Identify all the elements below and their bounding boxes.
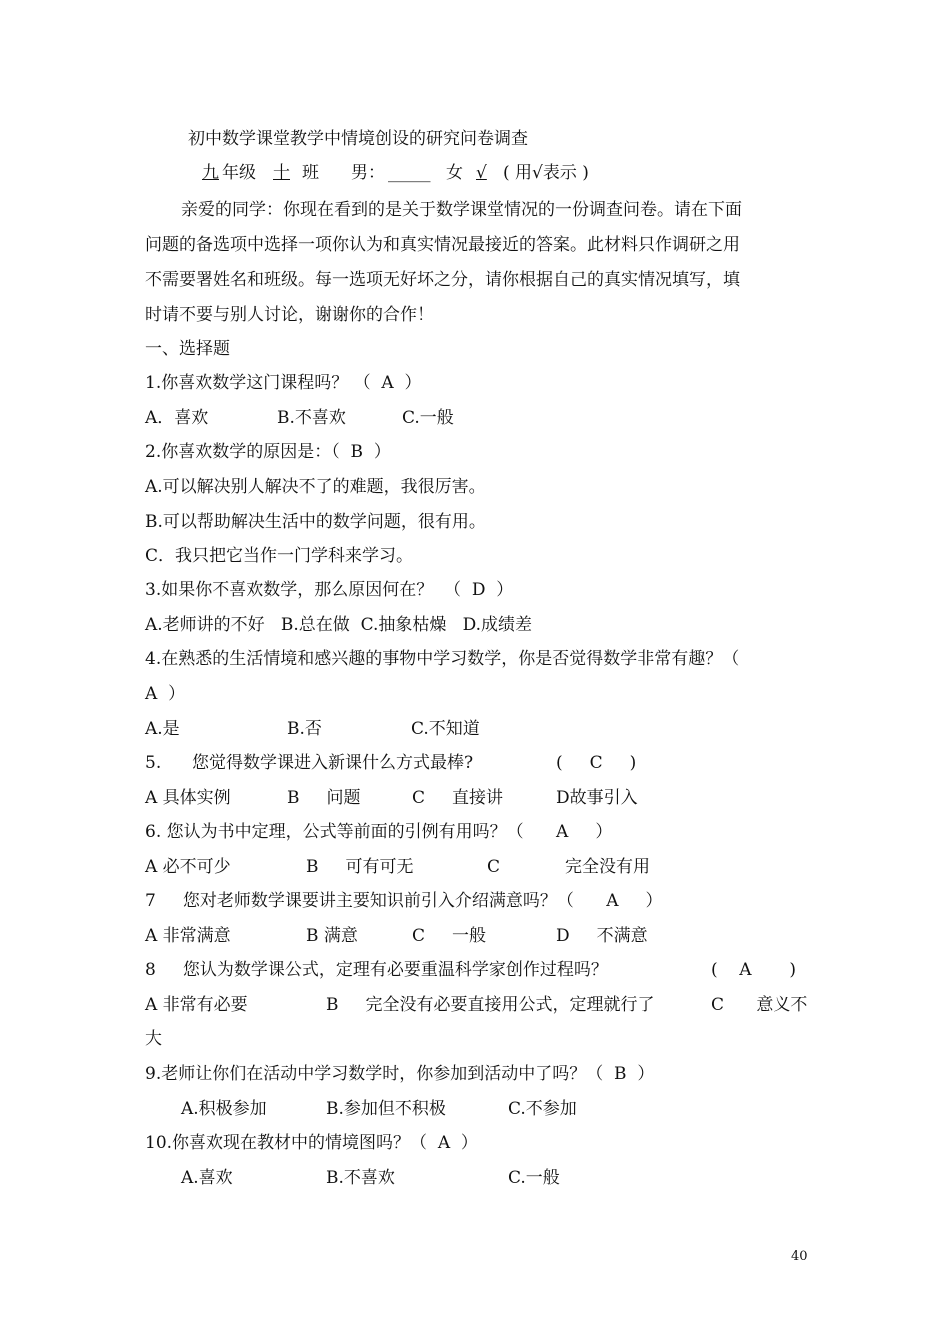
page-number: 40 xyxy=(791,1249,808,1264)
q6-option-c: 完全没有用 xyxy=(565,857,650,877)
q8-option-c: C 意义不 xyxy=(711,995,808,1015)
q5-option-b: B 问题 xyxy=(287,788,361,808)
q5-option-a: A 具体实例 xyxy=(145,788,231,808)
female-label: 女 xyxy=(446,163,463,183)
q8-option-a: A 非常有必要 xyxy=(145,995,248,1015)
question-5-answer: ( C ) xyxy=(556,753,637,773)
intro-line-4: 时请不要与别人讨论，谢谢你的合作！ xyxy=(145,305,434,325)
female-check: √ xyxy=(476,163,487,183)
intro-line-1: 亲爱的同学：你现在看到的是关于数学课堂情况的一份调查问卷。请在下面 xyxy=(181,200,742,220)
question-8-answer: ( A ) xyxy=(711,960,796,980)
q8-option-b: B 完全没有必要直接用公式，定理就行了 xyxy=(326,995,655,1015)
check-hint: ( 用√表示 ) xyxy=(503,163,589,183)
question-9: 9.老师让你们在活动中学习数学时，你参加到活动中了吗？（ B ） xyxy=(145,1064,655,1084)
q9-option-c: C.不参加 xyxy=(508,1099,577,1119)
q8-option-c-continued: 大 xyxy=(145,1029,162,1049)
q7-option-b: B 满意 xyxy=(306,926,358,946)
intro-line-2: 问题的备选项中选择一项你认为和真实情况最接近的答案。此材料只作调研之用 xyxy=(145,235,740,255)
question-5-number: 5. xyxy=(145,753,162,773)
q1-option-c: C.一般 xyxy=(402,408,454,428)
question-8: 8 您认为数学课公式，定理有必要重温科学家创作过程吗？ xyxy=(145,960,608,980)
q9-option-a: A.积极参加 xyxy=(181,1099,267,1119)
q7-option-c: C 一般 xyxy=(412,926,487,946)
male-label: 男： xyxy=(351,163,385,183)
question-4: 4.在熟悉的生活情境和感兴趣的事物中学习数学，你是否觉得数学非常有趣？（ xyxy=(145,649,740,669)
question-3: 3.如果你不喜欢数学，那么原因何在？ （ D ） xyxy=(145,580,514,600)
question-4-answer: A ） xyxy=(145,684,186,704)
q10-option-b: B.不喜欢 xyxy=(326,1168,395,1188)
page-title: 初中数学课堂教学中情境创设的研究问卷调查 xyxy=(188,129,528,149)
question-7: 7 您对老师数学课要讲主要知识前引入介绍满意吗？（ A ） xyxy=(145,891,663,911)
q6-option-a: A 必不可少 xyxy=(145,857,231,877)
q2-option-a: A.可以解决别人解决不了的难题，我很厉害。 xyxy=(145,477,486,497)
q5-option-c: C 直接讲 xyxy=(412,788,504,808)
q7-option-a: A 非常满意 xyxy=(145,926,231,946)
question-1: 1.你喜欢数学这门课程吗？ （ A ） xyxy=(145,373,422,393)
q1-option-b: B.不喜欢 xyxy=(277,408,346,428)
q10-option-c: C.一般 xyxy=(508,1168,560,1188)
question-10: 10.你喜欢现在教材中的情境图吗？（ A ） xyxy=(145,1133,478,1153)
q2-option-c: C．我只把它当作一门学科来学习。 xyxy=(145,546,414,566)
q5-option-d: D故事引入 xyxy=(556,788,638,808)
q7-option-d: D 不满意 xyxy=(556,926,648,946)
class-label: 班 xyxy=(302,163,319,183)
section-heading: 一、选择题 xyxy=(145,339,230,359)
q1-option-a: A．喜欢 xyxy=(145,408,209,428)
q4-option-b: B.否 xyxy=(287,719,322,739)
question-2: 2.你喜欢数学的原因是：（ B ） xyxy=(145,442,391,462)
q4-option-a: A.是 xyxy=(145,719,180,739)
intro-line-3: 不需要署姓名和班级。每一选项无好坏之分，请你根据自己的真实情况填写，填 xyxy=(145,270,740,290)
q3-options: A.老师讲的不好 B.总在做 C.抽象枯燥 D.成绩差 xyxy=(145,615,533,635)
q4-option-c: C.不知道 xyxy=(411,719,480,739)
question-6: 6. 您认为书中定理，公式等前面的引例有用吗？（ A ） xyxy=(145,822,613,842)
class-value: 十 xyxy=(273,163,290,183)
q6-option-c-letter: C xyxy=(487,857,501,877)
q9-option-b: B.参加但不积极 xyxy=(326,1099,446,1119)
question-5: 您觉得数学课进入新课什么方式最棒? xyxy=(192,753,474,773)
grade-label: 年级 xyxy=(222,163,256,183)
q6-option-b: B 可有可无 xyxy=(306,857,414,877)
q2-option-b: B.可以帮助解决生活中的数学问题，很有用。 xyxy=(145,512,486,532)
grade-value: 九 xyxy=(202,163,219,183)
male-blank: _____ xyxy=(388,163,431,183)
q10-option-a: A.喜欢 xyxy=(181,1168,233,1188)
